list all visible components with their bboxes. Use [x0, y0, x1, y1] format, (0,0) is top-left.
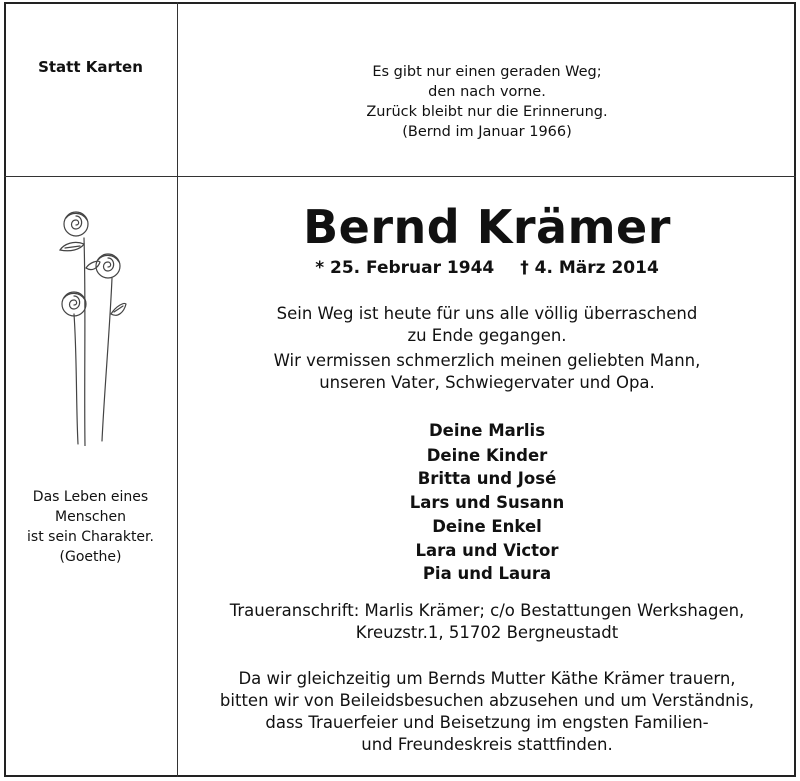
family-signatures [178, 419, 796, 586]
family-line: Lars und Susann [409, 492, 565, 512]
paragraph-line: zu Ende gegangen. [407, 326, 567, 345]
goethe-quote [4, 487, 177, 567]
family-line: Deine Kinder [426, 445, 548, 465]
notice-line: dass Trauerfeier und Beisetzung im engsten Familien- [265, 713, 709, 732]
header-quote-line: Es gibt nur einen geraden Weg; [372, 64, 602, 80]
paragraph-line: unseren Vater, Schwiegervater und Opa. [319, 373, 655, 392]
family-line: Pia und Laura [422, 564, 552, 583]
family-group [178, 419, 796, 443]
statt-karten-label: Statt Karten [38, 58, 143, 76]
header-quote-line: den nach vorne. [428, 84, 546, 100]
family-group [178, 515, 796, 586]
deceased-name: Bernd Krämer [303, 200, 671, 254]
notice-line: Da wir gleichzeitig um Bernds Mutter Käthe Krämer trauern, [238, 669, 736, 688]
family-group [178, 444, 796, 515]
notice-line: bitten wir von Beileidsbesuchen abzusehen und um Verständnis, [219, 691, 755, 710]
family-line: Deine Marlis [428, 421, 546, 440]
goethe-quote-line: Das Leben eines [32, 489, 149, 505]
life-dates [178, 258, 796, 278]
paragraph-line: Sein Weg ist heute für uns alle völlig überraschend [276, 304, 698, 323]
address-line: Kreuzstr.1, 51702 Bergneustadt [355, 623, 619, 642]
address-line: Traueranschrift: Marlis Krämer; c/o Bestattungen Werkshagen, [229, 601, 745, 620]
paragraph-line: Wir vermissen schmerzlich meinen geliebten Mann, [273, 351, 701, 370]
birth-date: * 25. Februar 1944 [315, 258, 495, 278]
header-quote-source: (Bernd im Januar 1966) [402, 124, 572, 140]
death-date: † 4. März 2014 [520, 258, 659, 278]
mourning-paragraph [178, 350, 796, 394]
row-divider [4, 176, 796, 177]
goethe-quote-line: Menschen [55, 509, 126, 525]
family-line: Lara und Victor [415, 540, 559, 560]
announcement-paragraph [178, 303, 796, 347]
family-line: Deine Enkel [432, 517, 542, 536]
family-line: Britta und José [417, 469, 557, 488]
condolence-notice [178, 668, 796, 756]
header-quote [178, 62, 796, 142]
rose-drawing-icon [52, 206, 132, 446]
header-quote-line: Zurück bleibt nur die Erinnerung. [366, 104, 608, 120]
goethe-quote-source: (Goethe) [59, 549, 122, 565]
mourning-address [178, 600, 796, 644]
goethe-quote-line: ist sein Charakter. [27, 529, 154, 545]
notice-line: und Freundeskreis stattfinden. [361, 735, 613, 754]
